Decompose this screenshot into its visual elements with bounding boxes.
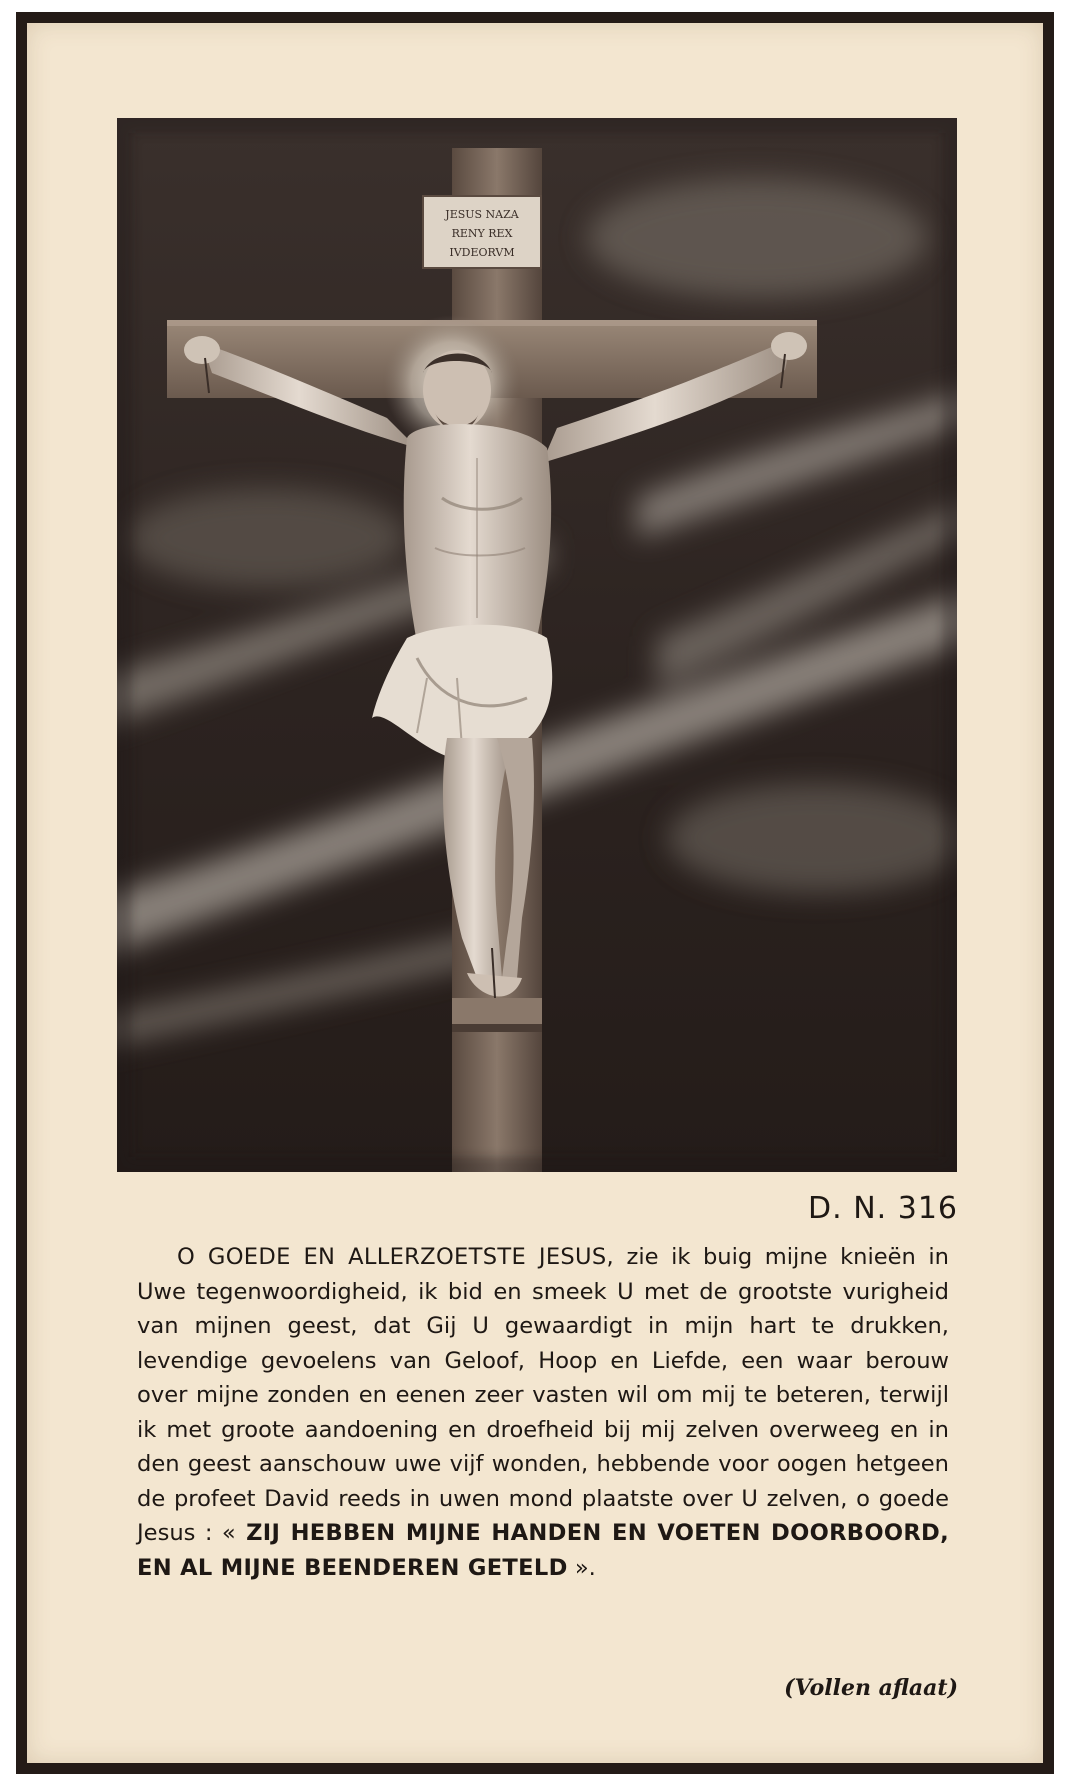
prayer-opening: O GOEDE EN ALLERZOETSTE JESUS, [177,1244,614,1270]
prayer-text [137,1240,949,1585]
titulus-line-1: JESUS NAZA [445,208,519,221]
memorial-card [16,12,1054,1774]
reference-number: D. N. 316 [808,1191,958,1226]
prayer-closing: ». [567,1554,596,1581]
crucifix-illustration [117,118,957,1172]
prayer-quote: ZIJ HEBBEN MIJNE HANDEN EN VOETEN DOORBOORD, EN AL MIJNE BEENDEREN GETELD [137,1520,949,1581]
titulus-line-2: RENY REX [451,227,513,240]
prayer-body: zie ik buig mijne knieën in Uwe tegenwoordigheid, ik bid en smeek U met de grootste vurigheid van mijnen geest, dat Gij U gewaardigt in mijn hart te drukken, levendige gevoelens van Geloof, Hoop en Liefde, een waar berouw over mijne zonden en eenen zeer vasten wil om mij te beteren, terwijl ik met groote aandoening en droefheid bij mij zelven overweeg en in den geest aanschouw uwe vijf wonden, hebbende voor oogen hetgeen de profeet David reeds in uwen mond plaatste over U zelven, o goede Jesus : « [137,1244,949,1546]
crucifix-drawing [117,118,957,1172]
titulus-line-3: IVDEORVM [449,246,515,259]
footrest [452,998,542,1024]
indulgence-note: (Vollen aflaat) [784,1675,958,1701]
